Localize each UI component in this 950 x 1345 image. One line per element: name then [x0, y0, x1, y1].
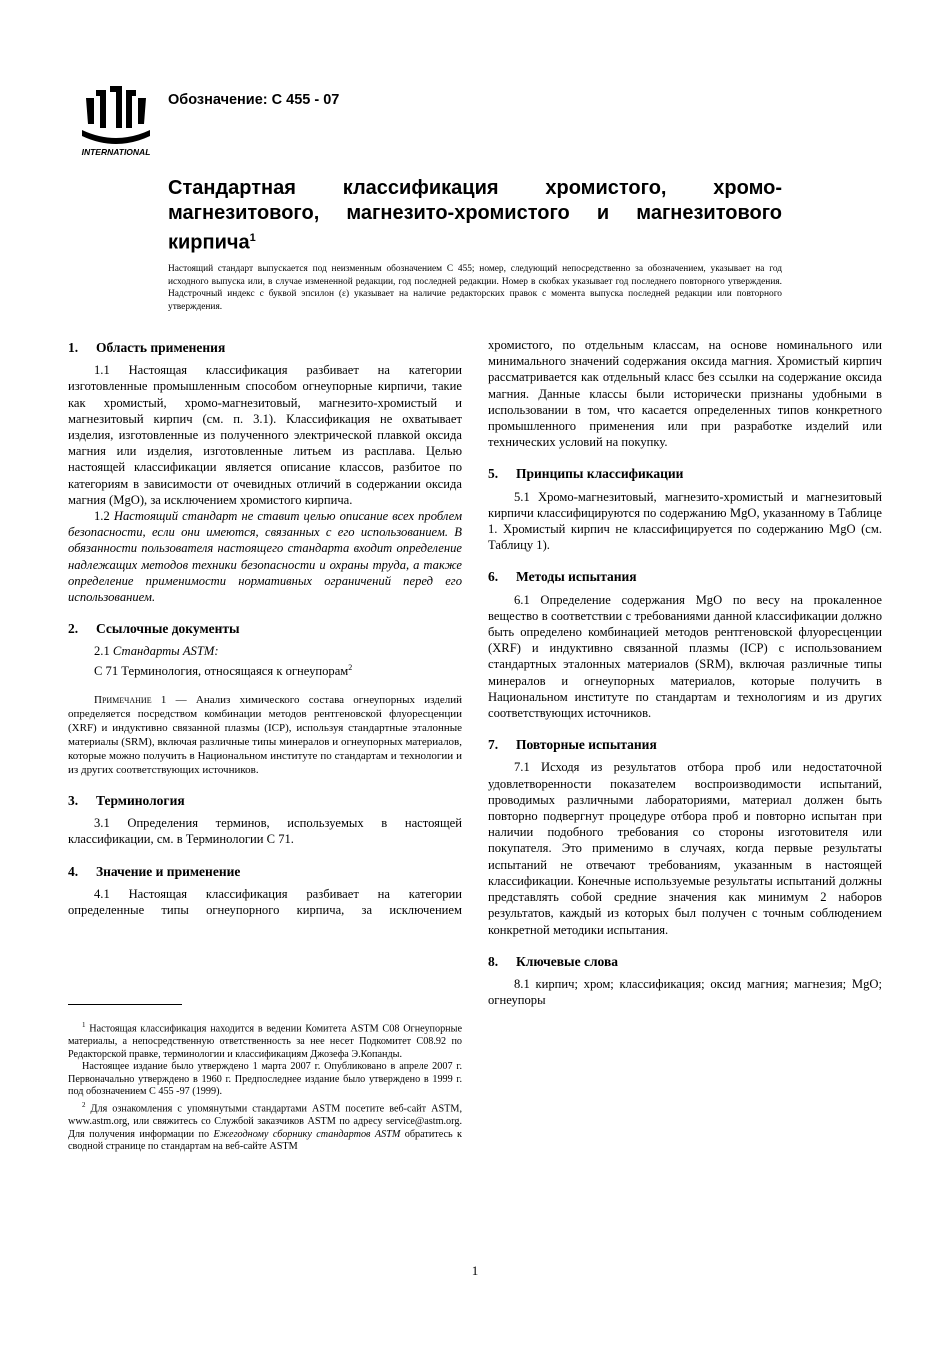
paragraph-1-1: 1.1 Настоящая классификация разбивает на категории изготовленные промышленным способом огнеупорные кирпичи, такие как хромистый, хромо-магнезитовый, магнезито-хромистый и магнезитовый кирпич (см. п. 3.1). Классификация не охватывает изделия, изготовленные из полученного электрической плавкой оксида магния или изделия, изготовленные литьем из расплава. Целью настоящей классификации является описание классов, разбитое по категориям в зависимости от очевидных отличий в содержании оксида магния (MgO), за исключением хромистого кирпича. [68, 363, 462, 507]
section-5-heading: 5. Принципы классификации [488, 466, 684, 482]
section-4-heading: 4. Значение и применение [68, 863, 241, 879]
footnote-1-continued: Настоящее издание было утверждено 1 марта 2007 г. Опубликовано в апреле 2007 г. Первоначально утверждено в 1960 г. Предпоследнее издание было утверждено в 1999 г. под обозначением C 455 -97 (1999). [68, 1061, 462, 1098]
standard-notice: Настоящий стандарт выпускается под неизменным обозначением C 455; номер, следующий непосредственно за обозначением, указывает на год исходного выпуска или, в случае измененной редакции, год последней редакции. Номер в скобках указывает год последнего повторного утверждения. Надстрочный индекс с буквой эпсилон (ε) указывает на наличие редакторских правок с момента выпуска последней редакции или повторного утверждения. [168, 264, 782, 312]
footnote-rule [68, 1004, 182, 1005]
paragraph-5-1: 5.1 Хромо-магнезитовый, магнезито-хромистый и магнезитовый кирпичи классифицируются по содержанию MgO, указанному в Таблице 1. Хромистый кирпич не классифицируется по содержанию MgO (см. Таблицу 1). [488, 489, 882, 553]
footnote-2: $^2$ Для ознакомления с упомянутыми стандартами ASTM посетите веб-сайт ASTM, www.astm.org, или свяжитесь со Службой заказчиков ASTM по адресу service@astm.org. Для получения информации по Ежегодному сборнику стандартов ASTM обратитесь к сводной странице по стандартам на веб-сайте ASTM [68, 1100, 463, 1153]
paragraph-6-1: 6.1 Определение содержания MgO по весу на прокаленное вещество в соответствии с требованиями данной классификации должно быть определено комбинацией методов рентгеновской флуоресценции (XRF) и индуктивно связанной плазмы (ICP) с использованием стандартных эталонных материалов (SRM), включая различные типы минералов и огнеупорных материалов, которые получить в Национальном институте по стандартам и технологиям и из других соответствующих источников. [488, 592, 882, 721]
paragraph-2-1: 2.1 Стандарты ASTM: [94, 644, 219, 659]
paragraph-4-1-continued: хромистого, по отдельным классам, на основе номинального или минимального значений содержания оксида магния. Хромистый кирпич рассматривается как отдельный класс без ссылки на содержание оксида магния. Данные классы были исторически признаны удобными в использовании в том, что касается определенных типов конкретного промышленного применения или при разработке изделий или технических условий на покупку. [488, 338, 882, 450]
page-number: 1 [471, 1263, 479, 1278]
section-8-heading: 8. Ключевые слова [488, 953, 618, 969]
paragraph-8-1: 8.1 кирпич; хром; классификация; оксид магния; магнезия; MgO; огнеупоры [488, 976, 882, 1008]
logo-wordmark: INTERNATIONAL [81, 147, 151, 157]
footnotes [68, 1019, 462, 1154]
title-footnote-mark: 1 [249, 232, 256, 244]
reference-c71: C 71 Терминология, относящаяся к огнеупорам$^2$ [94, 662, 353, 678]
section-1-heading: 1. Область применения [68, 340, 226, 355]
section-3-heading: 3. Терминология [68, 793, 185, 809]
note-1: Примечание 1 — Анализ химического состава огнеупорных изделий определяется посредством комбинации методов рентгеновской флуоресценции (XRF) и индуктивно связанной плазмы (ICP), используя стандартные эталонные материалы (SRM), включая различные типы минералов и огнеупорных материалов, которые можно получить в Национальном институте по стандартам и технологии и из других соответствующих источников. [68, 694, 462, 777]
paragraph-1-2: 1.2 Настоящий стандарт не ставит целью описание всех проблем безопасности, если они имеются, связанных с его использованием. В обязанности пользователя настоящего стандарта входит определение надлежащих методов техники безопасности и охраны труда, а также определение применимости нормативных ограничений перед его использованием. [68, 509, 462, 605]
right-column [488, 337, 882, 1008]
paragraph-7-1: 7.1 Исходя из результатов отбора проб или недостаточной удовлетворенности показателем воспроизводимости испытаний, проводимых различными лабораториями, материал должен быть повторно подвергнут процедуре отбора проб и повторно испытан при наличии подобного требования со стороны изготовителя или покупателя. Это применимо в случаях, когда первые результаты испытаний не отвечают требованиям, указанным в настоящей классификации. Конечные используемые результаты испытаний должны представлять собой средние значения как минимум 2 наборов результатов, каждый из которых был получен с точным соблюдением конкретной методики испытания. [488, 760, 882, 937]
footnote-1: $^1$ Настоящая классификация находится в ведении Комитета ASTM C08 Огнеупорные материалы, а непосредственную ответственность за нее несет Подкомитет C08.92 по Редакторской правке, терминологии и классификациям Джозефа Э.Копанды. [68, 1021, 462, 1060]
document-title: Стандартная классификация хромистого, хромо-магнезитового, магнезито-хромистого и магнезитового кирпича$^1$ [168, 177, 782, 254]
left-column [68, 340, 462, 918]
paragraph-3-1: 3.1 Определения терминов, используемых в настоящей классификации, см. в Терминологии C 71. [68, 816, 462, 847]
paragraph-4-1-start: 4.1 Настоящая классификация разбивает на категории определенные типы огнеупорного кирпича, за исключением [68, 886, 462, 918]
astm-logo [76, 84, 156, 158]
section-6-heading: 6. Методы испытания [488, 569, 637, 585]
designation: Обозначение: C 455 - 07 [168, 92, 340, 108]
section-2-heading: 2. Ссылочные документы [68, 621, 240, 637]
section-7-heading: 7. Повторные испытания [488, 737, 657, 753]
